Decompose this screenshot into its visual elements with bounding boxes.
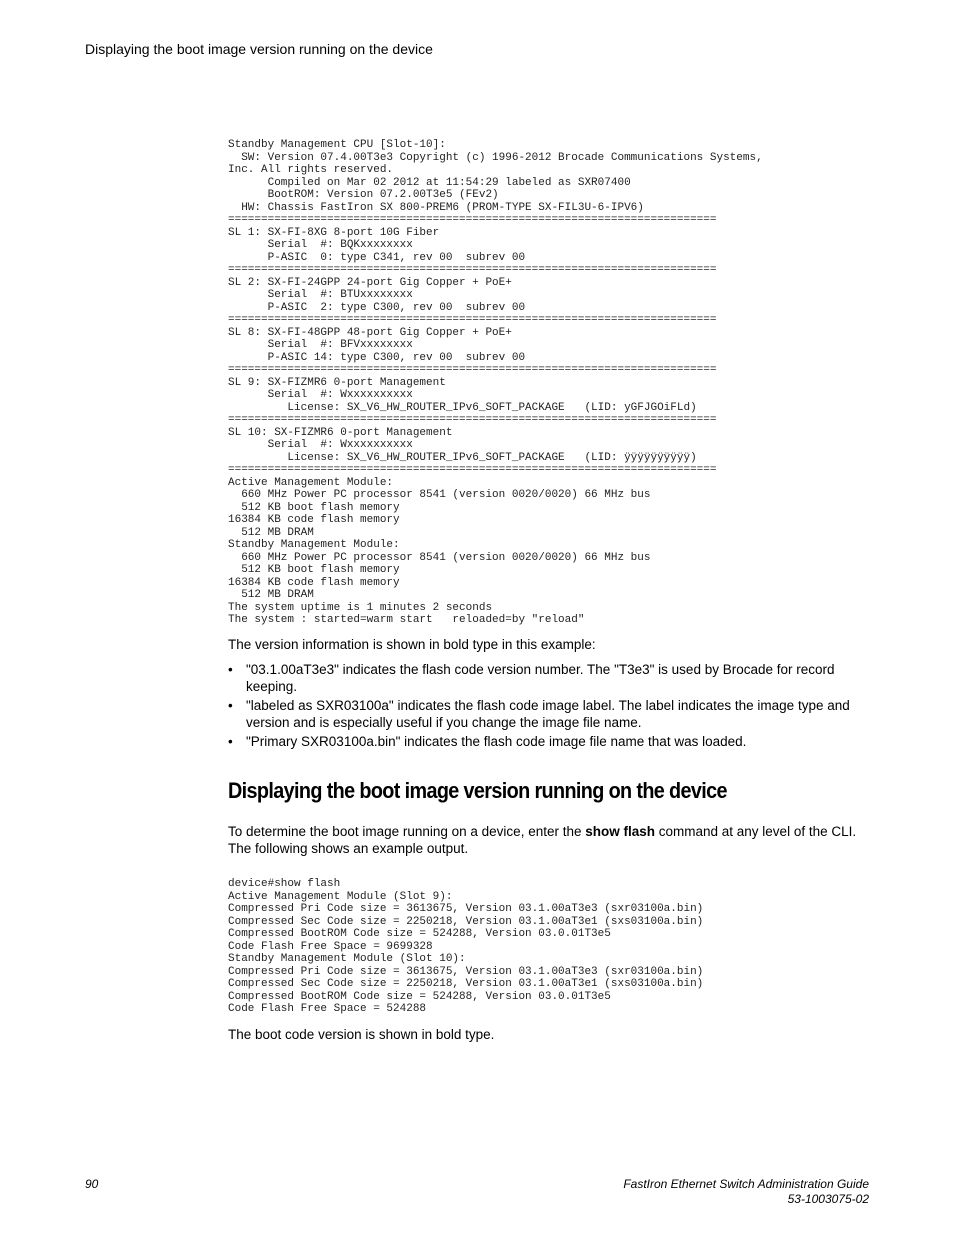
footer-doc-info [623, 1177, 869, 1207]
code-block-show-flash: device#show flash Active Management Module (Slot 9): Compressed Pri Code size = 3613675, Version 03.1.00aT3e3 (sxr03100a.bin) Compressed Sec Code size = 2250218, Version 03.1.00aT3e1 (sxs03100a.bin) Compressed BootROM Code size = 524288, Version 03.0.01T3e5 Code Flash Free Space = 9699328 Standby Management Module (Slot 10): Compressed Pri Code size = 3613675, Version 03.1.00aT3e3 (sxr03100a.bin) Compressed Sec Code size = 2250218, Version 03.1.00aT3e1 (sxs03100a.bin) Compressed BootROM Code size = 524288, Version 03.0.01T3e5 Code Flash Free Space = 524288 [228, 878, 704, 1015]
bullet-icon: • [228, 734, 233, 749]
page-number: 90 [85, 1177, 99, 1191]
doc-number: 53-1003075-02 [787, 1192, 869, 1206]
determine-paragraph [228, 823, 868, 857]
list-item [228, 733, 868, 750]
code-block-show-version: Standby Management CPU [Slot-10]: SW: Version 07.4.00T3e3 Copyright (c) 1996-2012 Brocade Communications Systems, Inc. All rights reserved. Compiled on Mar 02 2012 at 11:54:29 labeled as SXR07400 BootROM: Version 07.2.00T3e5 (FEv2) HW: Chassis FastIron SX 800-PREM6 (PROM-TYPE SX-FIL3U-6-IPV6) ========================================================================== SL 1: SX-FI-8XG 8-port 10G Fiber Serial #: BQKxxxxxxxx P-ASIC 0: type C341, rev 00 subrev 00 ========================================================================== SL 2: SX-FI-24GPP 24-port Gig Copper + PoE+ Serial #: BTUxxxxxxxx P-ASIC 2: type C300, rev 00 subrev 00 ========================================================================== SL 8: SX-FI-48GPP 48-port Gig Copper + PoE+ Serial #: BFVxxxxxxxx P-ASIC 14: type C300, rev 00 subrev 00 ========================================================================== SL 9: SX-FIZMR6 0-port Management Serial #: Wxxxxxxxxxx License: SX_V6_HW_ROUTER_IPv6_SOFT_PACKAGE (LID: yGFJGOiFLd) ========================================================================== SL 10: SX-FIZMR6 0-port Management Serial #: Wxxxxxxxxxx License: SX_V6_HW_ROUTER_IPv6_SOFT_PACKAGE (LID: ÿÿÿÿÿÿÿÿÿÿ) ========================================================================== Active Management Module: 660 MHz Power PC processor 8541 (version 0020/0020) 66 MHz bus 512 KB boot flash memory 16384 KB code flash memory 512 MB DRAM Standby Management Module: 660 MHz Power PC processor 8541 (version 0020/0020) 66 MHz bus 512 KB boot flash memory 16384 KB code flash memory 512 MB DRAM The system uptime is 1 minutes 2 seconds The system : started=warm start reloaded=by "reload" [228, 139, 763, 626]
list-item [228, 661, 868, 695]
list-item-text: "labeled as SXR03100a" indicates the flash code image label. The label indicates the image type and version and is especially useful if you change the image file name. [246, 698, 850, 730]
intro-paragraph: The version information is shown in bold type in this example: [228, 637, 596, 652]
bullet-icon: • [228, 698, 233, 713]
boot-paragraph: The boot code version is shown in bold type. [228, 1027, 495, 1042]
running-header: Displaying the boot image version running on the device [85, 41, 433, 57]
list-item-text: "03.1.00aT3e3" indicates the flash code version number. The "T3e3" is used by Brocade for record keeping. [246, 662, 835, 694]
command-name: show flash [585, 824, 655, 839]
list-item [228, 697, 868, 731]
determine-text-before: To determine the boot image running on a device, enter the [228, 824, 586, 839]
list-item-text: "Primary SXR03100a.bin" indicates the flash code image file name that was loaded. [246, 734, 747, 749]
section-heading: Displaying the boot image version running on the device [228, 778, 727, 803]
bullet-list [228, 661, 868, 752]
bullet-icon: • [228, 662, 233, 677]
determine-text-after: command at any level of the CLI. The following shows an example output. [228, 824, 857, 856]
guide-title: FastIron Ethernet Switch Administration Guide [623, 1177, 869, 1191]
